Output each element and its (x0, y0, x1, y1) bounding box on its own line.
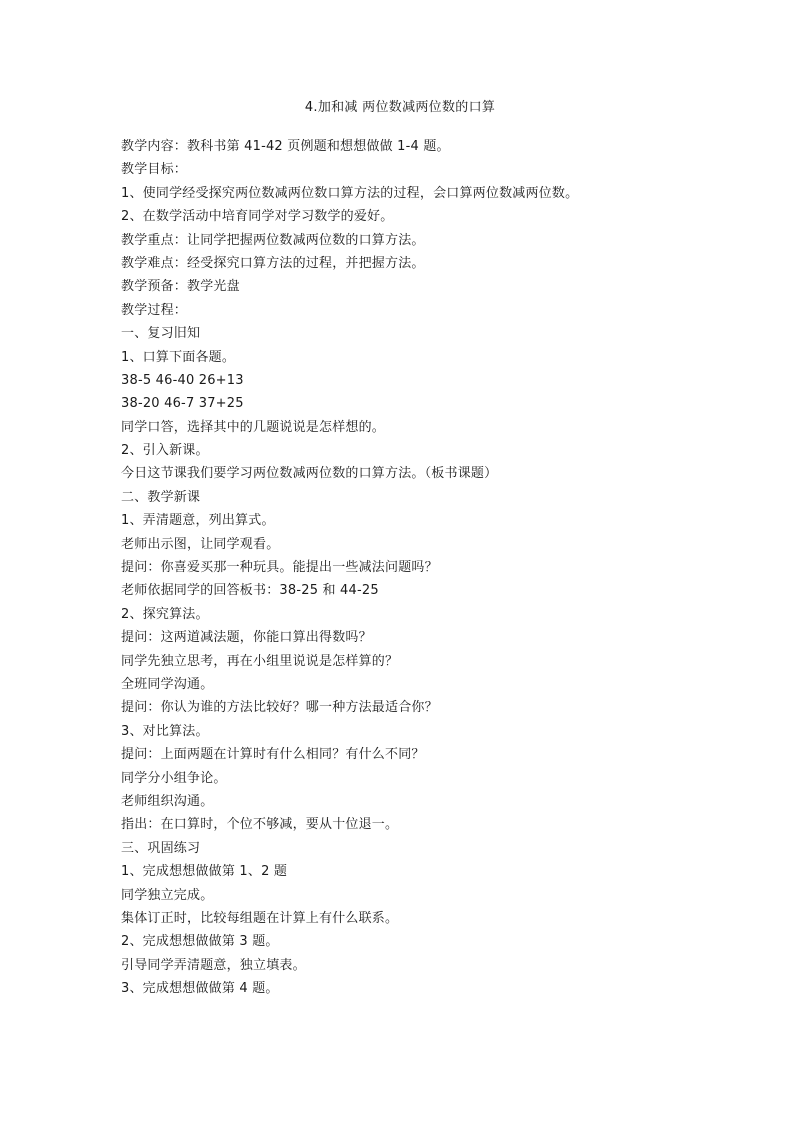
document-line: 指出：在口算时，个位不够减，要从十位退一。 (121, 817, 399, 833)
document-line: 1、弄清题意，列出算式。 (121, 513, 275, 529)
document-line: 二、教学新课 (121, 489, 201, 505)
document-line: 同学先独立思考，再在小组里说说是怎样算的？ (121, 653, 399, 669)
document-line: 3、完成想想做做第 4 题。 (121, 981, 279, 997)
document-line: 老师出示图，让同学观看。 (121, 536, 280, 552)
document-line: 教学内容：教科书第 41-42 页例题和想想做做 1-4 题。 (121, 139, 450, 154)
document-title: 4.加和减 两位数减两位数的口算 (304, 100, 496, 115)
document-line: 同学独立完成。 (121, 887, 214, 903)
document-line: 集体订正时，比较每组题在计算上有什么联系。 (121, 910, 399, 926)
document-line: 1、使同学经受探究两位数减两位数口算方法的过程，会口算两位数减两位数。 (121, 185, 579, 201)
document-line: 教学重点：让同学把握两位数减两位数的口算方法。 (121, 232, 425, 248)
document-line: 教学预备：教学光盘 (121, 279, 240, 295)
document-line: 老师依据同学的回答板书：38-25 和 44-25 (121, 583, 379, 599)
document-line: 3、对比算法。 (121, 723, 209, 739)
document-line: 教学难点：经受探究口算方法的过程，并把握方法。 (121, 255, 425, 271)
document-line: 1、完成想想做做第 1、2 题 (121, 864, 288, 880)
document-line: 2、完成想想做做第 3 题。 (121, 934, 279, 950)
document-body (121, 135, 741, 1000)
document-line: 引导同学弄清题意，独立填表。 (121, 957, 306, 973)
document-line: 全班同学沟通。 (121, 676, 214, 692)
document-line: 同学分小组争论。 (121, 770, 227, 786)
document-line: 38-20 46-7 37+25 (121, 396, 244, 412)
document-line: 老师组织沟通。 (121, 793, 214, 809)
document-line: 1、口算下面各题。 (121, 349, 236, 365)
document-line: 2、引入新课。 (121, 443, 209, 459)
document-line: 同学口答，选择其中的几题说说是怎样想的。 (121, 419, 386, 435)
document-line: 提问：这两道减法题，你能口算出得数吗？ (121, 630, 372, 646)
document-line: 教学过程： (121, 302, 188, 318)
document-line: 今日这节课我们要学习两位数减两位数的口算方法。（板书课题） (121, 466, 498, 482)
document-line: 2、在数学活动中培育同学对学习数学的爱好。 (121, 209, 394, 225)
document-line: 提问：上面两题在计算时有什么相同？有什么不同？ (121, 747, 425, 763)
document-line: 教学目标： (121, 162, 188, 178)
document-line: 提问：你认为谁的方法比较好？哪一种方法最适合你？ (121, 700, 438, 716)
document-line: 一、复习旧知 (121, 326, 201, 342)
document-line: 三、巩固练习 (121, 840, 201, 856)
document-line: 38-5 46-40 26+13 (121, 372, 244, 388)
document-line: 2、探究算法。 (121, 606, 209, 622)
document-line: 提问：你喜爱买那一种玩具。能提出一些减法问题吗？ (121, 560, 438, 576)
